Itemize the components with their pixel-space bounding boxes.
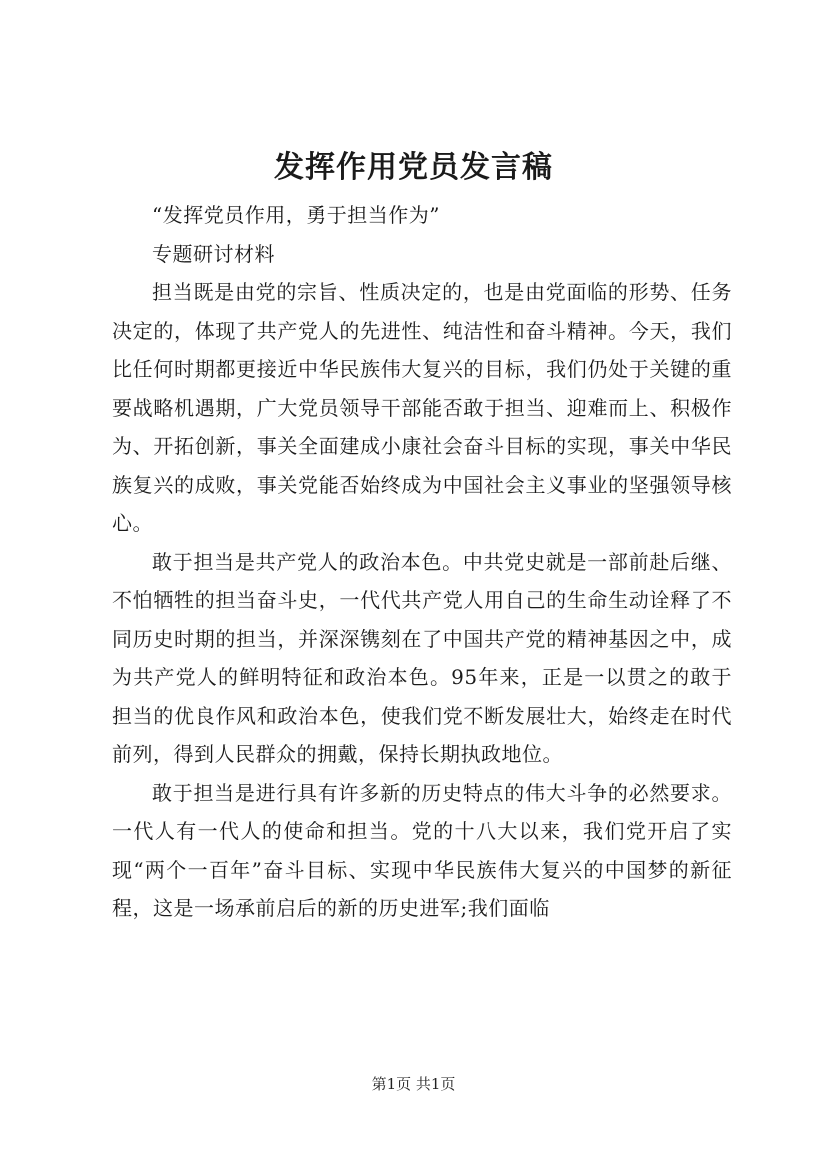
body-paragraph: 担当既是由党的宗旨、性质决定的，也是由党面临的形势、任务决定的，体现了共产党人的先进性、纯洁性和奋斗精神。今天，我们比任何时期都更接近中华民族伟大复兴的目标，我们仍处于关键的重要战略机遇期，广大党员领导干部能否敢于担当、迎难而上、积极作为、开拓创新，事关全面建成小康社会奋斗目标的实现，事关中华民族复兴的成败，事关党能否始终成为中国社会主义事业的坚强领导核心。 [112,280,732,535]
document-title: 发挥作用党员发言稿 [274,150,553,185]
subtitle-line: 专题研讨材料 [152,241,275,266]
document-body [112,196,732,928]
body-paragraph: 敢于担当是进行具有许多新的历史特点的伟大斗争的必然要求。一代人有一代人的使命和担当。党的十八大以来，我们党开启了实现“两个一百年”奋斗目标、实现中华民族伟大复兴的中国梦的新征程，这是一场承前启后的新的历史进军;我们面临 [112,780,732,920]
page-number-footer: 第1页 共1页 [371,1075,456,1093]
body-paragraph: 敢于担当是共产党人的政治本色。中共党史就是一部前赴后继、不怕牺牲的担当奋斗史，一代代共产党人用自己的生命生动诠释了不同历史时期的担当，并深深镌刻在了中国共产党的精神基因之中，成为共产党人的鲜明特征和政治本色。95年来，正是一以贯之的敢于担当的优良作风和政治本色，使我们党不断发展壮大，始终走在时代前列，得到人民群众的拥戴，保持长期执政地位。 [112,549,732,766]
subtitle-line: “发挥党员作用，勇于担当作为” [152,203,440,227]
